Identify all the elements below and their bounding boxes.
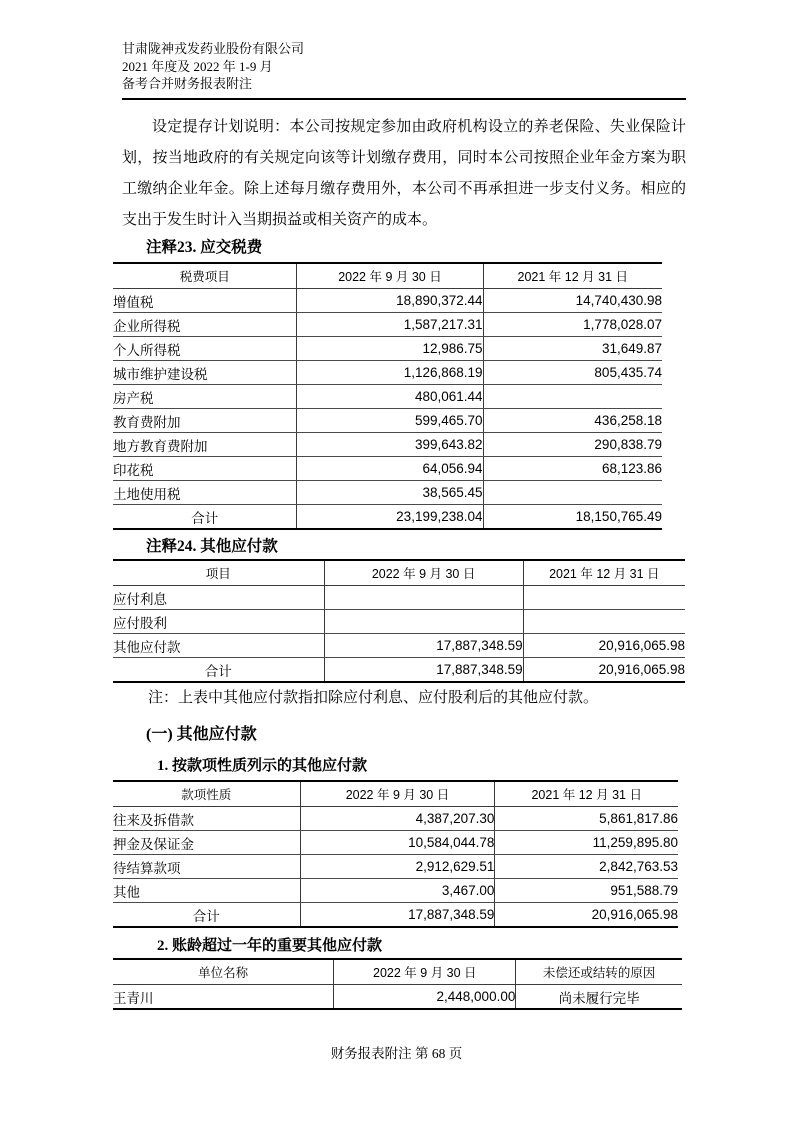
- column-header: 税费项目: [113, 263, 297, 289]
- aging-table: [113, 958, 682, 1010]
- amount-cell: 14,740,430.98: [483, 289, 662, 313]
- total-amount-cell: 20,916,065.98: [523, 658, 685, 683]
- table-header-row: [113, 959, 682, 985]
- row-label: 待结算款项: [113, 855, 300, 879]
- table-row: [113, 481, 662, 505]
- by-nature-table: [113, 780, 678, 928]
- amount-cell: 18,890,372.44: [297, 289, 483, 313]
- amount-cell: 12,986.75: [297, 337, 483, 361]
- amount-cell: 436,258.18: [483, 409, 662, 433]
- table-row: [113, 433, 662, 457]
- defined-contribution-paragraph: 设定提存计划说明：本公司按规定参加由政府机构设立的养老保险、失业保险计划，按当地政府的有关规定向该等计划缴存费用，同时本公司按照企业年金方案为职工缴纳企业年金。除上述每月缴存费用外，本公司不再承担进一步支付义务。相应的支出于发生时计入当期损益或相关资产的成本。: [122, 119, 686, 228]
- amount-cell: 64,056.94: [297, 457, 483, 481]
- amount-cell: [324, 610, 523, 634]
- row-label: 土地使用税: [113, 481, 297, 505]
- amount-cell: [324, 586, 523, 610]
- amount-cell: 805,435.74: [483, 361, 662, 385]
- amount-cell: 290,838.79: [483, 433, 662, 457]
- amount-cell: 20,916,065.98: [523, 634, 685, 658]
- column-header: 2022 年 9 月 30 日: [300, 781, 495, 807]
- other-payables-table: [113, 559, 685, 683]
- row-label: 增值税: [113, 289, 297, 313]
- table-row: [113, 289, 662, 313]
- column-header: 2021 年 12 月 31 日: [523, 560, 685, 586]
- amount-cell: [483, 385, 662, 409]
- column-header: 项目: [113, 560, 324, 586]
- row-label: 其他应付款: [113, 634, 324, 658]
- table-row: [113, 361, 662, 385]
- total-row: [113, 903, 678, 928]
- company-name: 甘肃陇神戎发药业股份有限公司: [122, 41, 305, 56]
- amount-cell: 2,448,000.00: [334, 985, 516, 1010]
- document-title: 备考合并财务报表附注: [122, 76, 253, 91]
- document-header: [122, 40, 304, 93]
- table-header-row: [113, 263, 662, 289]
- section-heading-other-payables: (一) 其他应付款: [146, 726, 257, 743]
- amount-cell: 480,061.44: [297, 385, 483, 409]
- column-header: 2022 年 9 月 30 日: [324, 560, 523, 586]
- column-header: 单位名称: [113, 959, 334, 985]
- total-row: [113, 658, 685, 683]
- amount-cell: [523, 586, 685, 610]
- column-header: 2022 年 9 月 30 日: [297, 263, 483, 289]
- table-row: [113, 610, 685, 634]
- amount-cell: 2,842,763.53: [495, 855, 678, 879]
- other-payables-note: 注：上表中其他应付款指扣除应付利息、应付股利后的其他应付款。: [148, 690, 599, 706]
- row-label: 应付股利: [113, 610, 324, 634]
- header-rule: [122, 98, 686, 100]
- report-period: 2021 年度及 2022 年 1-9 月: [122, 58, 273, 74]
- row-label: 企业所得税: [113, 313, 297, 337]
- table-header-row: [113, 781, 678, 807]
- table-row: [113, 879, 678, 903]
- tax-payable-table: [113, 262, 662, 530]
- row-label: 城市维护建设税: [113, 361, 297, 385]
- amount-cell: 951,588.79: [495, 879, 678, 903]
- row-label: 个人所得税: [113, 337, 297, 361]
- row-label: 其他: [113, 879, 300, 903]
- amount-cell: [483, 481, 662, 505]
- table-row: [113, 313, 662, 337]
- amount-cell: 68,123.86: [483, 457, 662, 481]
- row-label: 教育费附加: [113, 409, 297, 433]
- row-label: 房产税: [113, 385, 297, 409]
- reason-cell: 尚未履行完毕: [516, 985, 682, 1010]
- total-amount-cell: 17,887,348.59: [300, 903, 495, 928]
- amount-cell: 17,887,348.59: [324, 634, 523, 658]
- subsection-heading-aging: 2. 账龄超过一年的重要其他应付款: [157, 938, 383, 954]
- amount-cell: 38,565.45: [297, 481, 483, 505]
- amount-cell: 5,861,817.86: [495, 807, 678, 831]
- column-header: 2022 年 9 月 30 日: [334, 959, 516, 985]
- note24-heading: 注释24. 其他应付款: [146, 538, 278, 555]
- table-row: [113, 855, 678, 879]
- total-row: [113, 505, 662, 530]
- table-row: [113, 337, 662, 361]
- amount-cell: 1,778,028.07: [483, 313, 662, 337]
- subsection-heading-by-nature: 1. 按款项性质列示的其他应付款: [157, 758, 368, 774]
- total-amount-cell: 17,887,348.59: [324, 658, 523, 683]
- amount-cell: 10,584,044.78: [300, 831, 495, 855]
- column-header: 款项性质: [113, 781, 300, 807]
- amount-cell: 31,649.87: [483, 337, 662, 361]
- row-label: 印花税: [113, 457, 297, 481]
- row-label: 王青川: [113, 985, 334, 1010]
- amount-cell: 1,587,217.31: [297, 313, 483, 337]
- total-amount-cell: 18,150,765.49: [483, 505, 662, 530]
- column-header: 2021 年 12 月 31 日: [495, 781, 678, 807]
- table-row: [113, 409, 662, 433]
- table-row: [113, 385, 662, 409]
- table-row: [113, 807, 678, 831]
- row-label: 地方教育费附加: [113, 433, 297, 457]
- table-row: [113, 634, 685, 658]
- row-label: 应付利息: [113, 586, 324, 610]
- total-label: 合计: [113, 903, 300, 928]
- row-label: 押金及保证金: [113, 831, 300, 855]
- row-label: 往来及拆借款: [113, 807, 300, 831]
- page-footer: 财务报表附注 第 68 页: [330, 1046, 463, 1061]
- total-amount-cell: 23,199,238.04: [297, 505, 483, 530]
- amount-cell: [523, 610, 685, 634]
- note23-heading: 注释23. 应交税费: [146, 239, 263, 256]
- table-row: [113, 831, 678, 855]
- amount-cell: 2,912,629.51: [300, 855, 495, 879]
- total-label: 合计: [113, 505, 297, 530]
- table-row: [113, 985, 682, 1010]
- amount-cell: 11,259,895.80: [495, 831, 678, 855]
- amount-cell: 399,643.82: [297, 433, 483, 457]
- total-label: 合计: [113, 658, 324, 683]
- total-amount-cell: 20,916,065.98: [495, 903, 678, 928]
- column-header: 未偿还或结转的原因: [516, 959, 682, 985]
- amount-cell: 1,126,868.19: [297, 361, 483, 385]
- amount-cell: 3,467.00: [300, 879, 495, 903]
- column-header: 2021 年 12 月 31 日: [483, 263, 662, 289]
- table-row: [113, 586, 685, 610]
- amount-cell: 599,465.70: [297, 409, 483, 433]
- amount-cell: 4,387,207.30: [300, 807, 495, 831]
- table-header-row: [113, 560, 685, 586]
- table-row: [113, 457, 662, 481]
